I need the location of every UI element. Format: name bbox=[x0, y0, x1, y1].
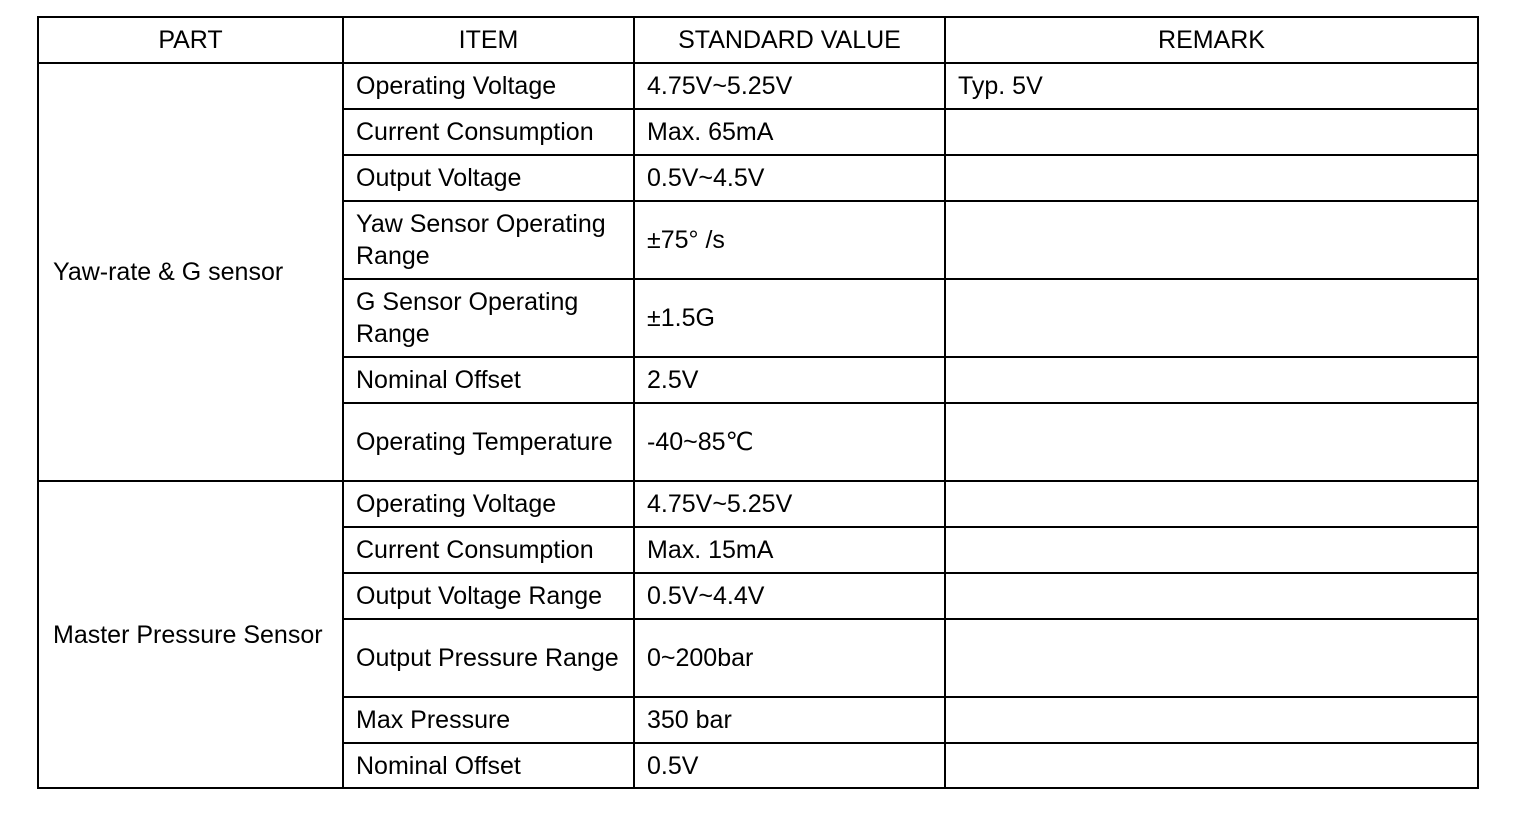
part-cell: Master Pressure Sensor bbox=[38, 481, 343, 788]
value-cell: 0.5V~4.5V bbox=[634, 155, 945, 201]
header-standard-value: STANDARD VALUE bbox=[634, 17, 945, 63]
remark-cell bbox=[945, 697, 1478, 743]
value-cell: 0.5V~4.4V bbox=[634, 573, 945, 619]
value-cell: ±75° /s bbox=[634, 201, 945, 279]
value-cell: -40~85℃ bbox=[634, 403, 945, 481]
value-cell: Max. 15mA bbox=[634, 527, 945, 573]
value-cell: 0~200bar bbox=[634, 619, 945, 697]
header-row bbox=[38, 17, 1478, 63]
remark-cell bbox=[945, 155, 1478, 201]
remark-cell bbox=[945, 109, 1478, 155]
item-cell: Nominal Offset bbox=[343, 743, 634, 788]
item-cell: G Sensor Operating Range bbox=[343, 279, 634, 357]
value-cell: 350 bar bbox=[634, 697, 945, 743]
item-cell: Output Voltage Range bbox=[343, 573, 634, 619]
remark-cell bbox=[945, 201, 1478, 279]
remark-cell bbox=[945, 403, 1478, 481]
value-cell: 4.75V~5.25V bbox=[634, 481, 945, 527]
item-cell: Operating Voltage bbox=[343, 481, 634, 527]
remark-cell: Typ. 5V bbox=[945, 63, 1478, 109]
item-cell: Operating Temperature bbox=[343, 403, 634, 481]
table-row bbox=[38, 481, 1478, 527]
item-cell: Output Pressure Range bbox=[343, 619, 634, 697]
header-remark: REMARK bbox=[945, 17, 1478, 63]
item-cell: Yaw Sensor Operating Range bbox=[343, 201, 634, 279]
value-cell: 4.75V~5.25V bbox=[634, 63, 945, 109]
remark-cell bbox=[945, 481, 1478, 527]
value-cell: 0.5V bbox=[634, 743, 945, 788]
item-cell: Current Consumption bbox=[343, 527, 634, 573]
header-item: ITEM bbox=[343, 17, 634, 63]
item-cell: Current Consumption bbox=[343, 109, 634, 155]
value-cell: 2.5V bbox=[634, 357, 945, 403]
remark-cell bbox=[945, 357, 1478, 403]
part-cell: Yaw-rate & G sensor bbox=[38, 63, 343, 481]
value-cell: Max. 65mA bbox=[634, 109, 945, 155]
item-cell: Nominal Offset bbox=[343, 357, 634, 403]
header-part: PART bbox=[38, 17, 343, 63]
remark-cell bbox=[945, 573, 1478, 619]
remark-cell bbox=[945, 279, 1478, 357]
remark-cell bbox=[945, 743, 1478, 788]
item-cell: Output Voltage bbox=[343, 155, 634, 201]
table-row bbox=[38, 63, 1478, 109]
remark-cell bbox=[945, 527, 1478, 573]
spec-table bbox=[37, 16, 1479, 789]
remark-cell bbox=[945, 619, 1478, 697]
value-cell: ±1.5G bbox=[634, 279, 945, 357]
item-cell: Max Pressure bbox=[343, 697, 634, 743]
item-cell: Operating Voltage bbox=[343, 63, 634, 109]
